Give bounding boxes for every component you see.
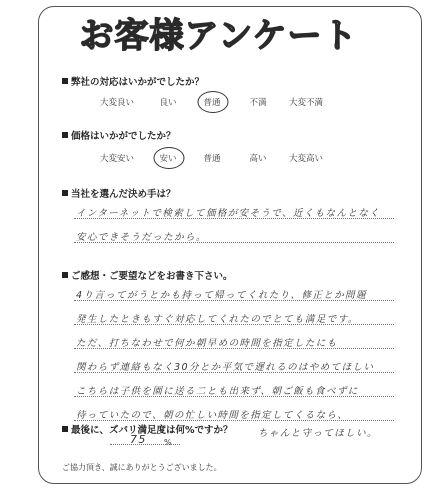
option-service-1[interactable]: 良い [159, 98, 177, 108]
options-price [62, 152, 402, 168]
question-service: 弊社の対応はいかがでしたか？ [62, 74, 204, 88]
option-service-0[interactable]: 大変良い [99, 98, 135, 108]
bullet-square-icon [62, 132, 68, 138]
bullet-square-icon [62, 190, 68, 196]
option-price-3[interactable]: 高い [249, 154, 267, 164]
thanks-message: ご協力頂き、誠にありがとうございました。 [62, 463, 222, 472]
option-service-3[interactable]: 不満 [249, 98, 267, 108]
question-comments: ご感想・ご要望などをお書き下さい。 [62, 268, 233, 282]
bullet-square-icon [62, 426, 68, 432]
option-price-1[interactable]: 安い [159, 154, 177, 164]
answer-comments-line-6: 待っていたので、朝の忙しい時間を指定してくるなら、 [76, 410, 349, 421]
answer-comments-line-7: ちゃんと守ってほしい。 [258, 428, 378, 439]
answer-reason-line-1: インターネットで検索して価格が安そうで、近くもなんとなく [76, 208, 381, 219]
answer-comments-line-4: 関わらず連絡もなく30分とか平気で遅れるのはやめてほしい [76, 362, 375, 373]
option-price-2[interactable]: 普通 [203, 154, 221, 164]
option-service-2[interactable]: 普通 [203, 98, 221, 108]
bullet-square-icon [62, 272, 68, 278]
survey-title: お客様アンケート [79, 16, 358, 56]
answer-comments-line-3: ただ、打ちなわせで何か朝早めの時間を指定したにも [76, 338, 338, 349]
question-price: 価格はいかがでしたか？ [62, 128, 176, 142]
option-price-0[interactable]: 大変安い [99, 154, 135, 164]
question-reason: 当社を選んだ決め手は？ [62, 186, 176, 200]
answer-comments-line-5: こちらは子供を園に送る二とも出来ず、朝ご飯も食べずに [76, 386, 359, 397]
question-satisfaction: 最後に、ズバリ満足度は何%ですか？ [62, 422, 233, 436]
option-price-4[interactable]: 大変高い [288, 154, 324, 164]
bullet-square-icon [62, 78, 68, 84]
answer-comments-line-1: 4り言ってがうとかも持って帰ってくれたり、修正とか問題 [76, 290, 367, 301]
satisfaction-unit: % [164, 438, 172, 447]
options-service [62, 96, 402, 112]
answer-reason-line-2: 安心できそうだったから。 [76, 232, 207, 243]
satisfaction-value: 75 [130, 433, 147, 446]
answer-comments-line-2: 発生したときもすぐ対応してくれたのでとても満足です。 [76, 314, 359, 325]
option-service-4[interactable]: 大変不満 [288, 98, 324, 108]
